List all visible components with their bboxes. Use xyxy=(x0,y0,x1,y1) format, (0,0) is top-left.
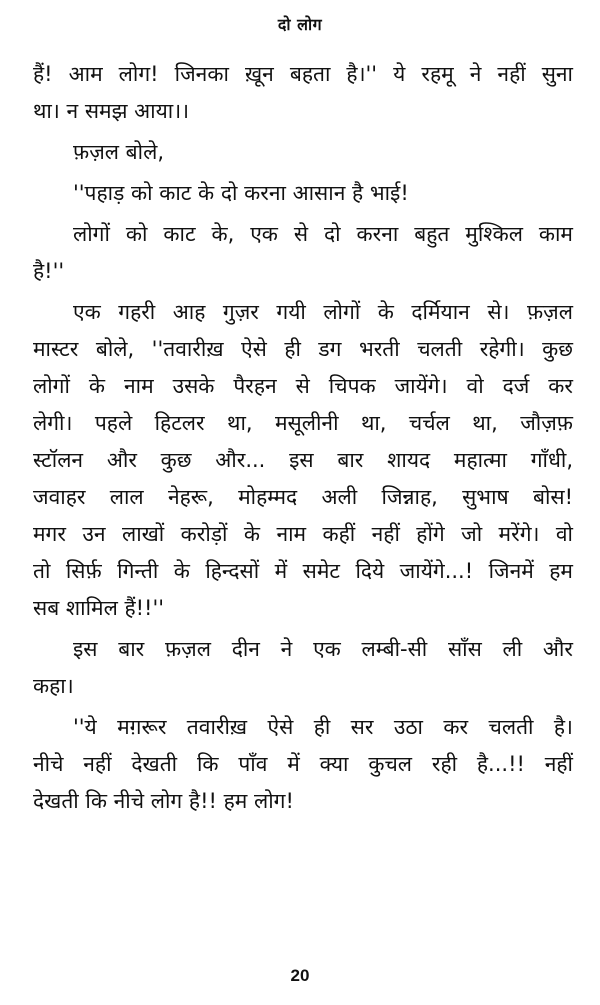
text-line: जवाहर लाल नेहरू, मोहम्मद अली जिन्नाह, सुभाष बोस! xyxy=(33,485,573,509)
paragraph xyxy=(33,216,573,290)
text-line: फ़ज़ल बोले, xyxy=(73,140,165,164)
text-line: स्टॉलन और कुछ और... इस बार शायद महात्मा गाँधी, xyxy=(33,448,573,472)
text-line: एक गहरी आह गुज़र गयी लोगों के दर्मियान से। फ़ज़ल xyxy=(73,300,573,324)
text-line: ''पहाड़ को काट के दो करना आसान है भाई! xyxy=(73,181,409,205)
text-line: कहा। xyxy=(33,674,74,698)
paragraph xyxy=(33,631,573,705)
text-line: लेगी। पहले हिटलर था, मसूलीनी था, चर्चल था, जौज़फ़ xyxy=(33,411,573,435)
body-text xyxy=(33,56,573,820)
text-line: मास्टर बोले, ''तवारीख़ ऐसे ही डग भरती चलती रहेगी। कुछ xyxy=(33,337,573,361)
text-line: लोगों को काट के, एक से दो करना बहुत मुश्किल काम xyxy=(73,222,573,246)
paragraph xyxy=(33,709,573,820)
paragraph xyxy=(33,175,573,212)
text-line: हैं! आम लोग! जिनका ख़ून बहता है।'' ये रहमू ने नहीं सुना xyxy=(33,62,573,86)
text-line: देखती कि नीचे लोग है!! हम लोग! xyxy=(33,789,294,813)
text-line: है!'' xyxy=(33,259,65,283)
paragraph xyxy=(33,56,573,130)
text-line: ''ये मग़रूर तवारीख़ ऐसे ही सर उठा कर चलती है। xyxy=(73,715,573,739)
text-line: सब शामिल हैं!!'' xyxy=(33,596,165,620)
paragraph xyxy=(33,134,573,171)
text-line: था। न समझ आया।। xyxy=(33,99,190,123)
text-line: नीचे नहीं देखती कि पाँव में क्या कुचल रही है...!! नहीं xyxy=(33,752,573,776)
page-number: 20 xyxy=(290,966,310,985)
text-line: तो सिर्फ़ गिन्ती के हिन्दसों में समेट दिये जायेंगे...! जिनमें हम xyxy=(33,559,573,583)
running-header: दो लोग xyxy=(277,15,323,34)
text-line: मगर उन लाखों करोड़ों के नाम कहीं नहीं होंगे जो मरेंगे। वो xyxy=(33,522,573,546)
paragraph xyxy=(33,294,573,627)
text-line: इस बार फ़ज़ल दीन ने एक लम्बी-सी साँस ली और xyxy=(73,637,573,661)
text-line: लोगों के नाम उसके पैरहन से चिपक जायेंगे। वो दर्ज कर xyxy=(33,374,573,398)
